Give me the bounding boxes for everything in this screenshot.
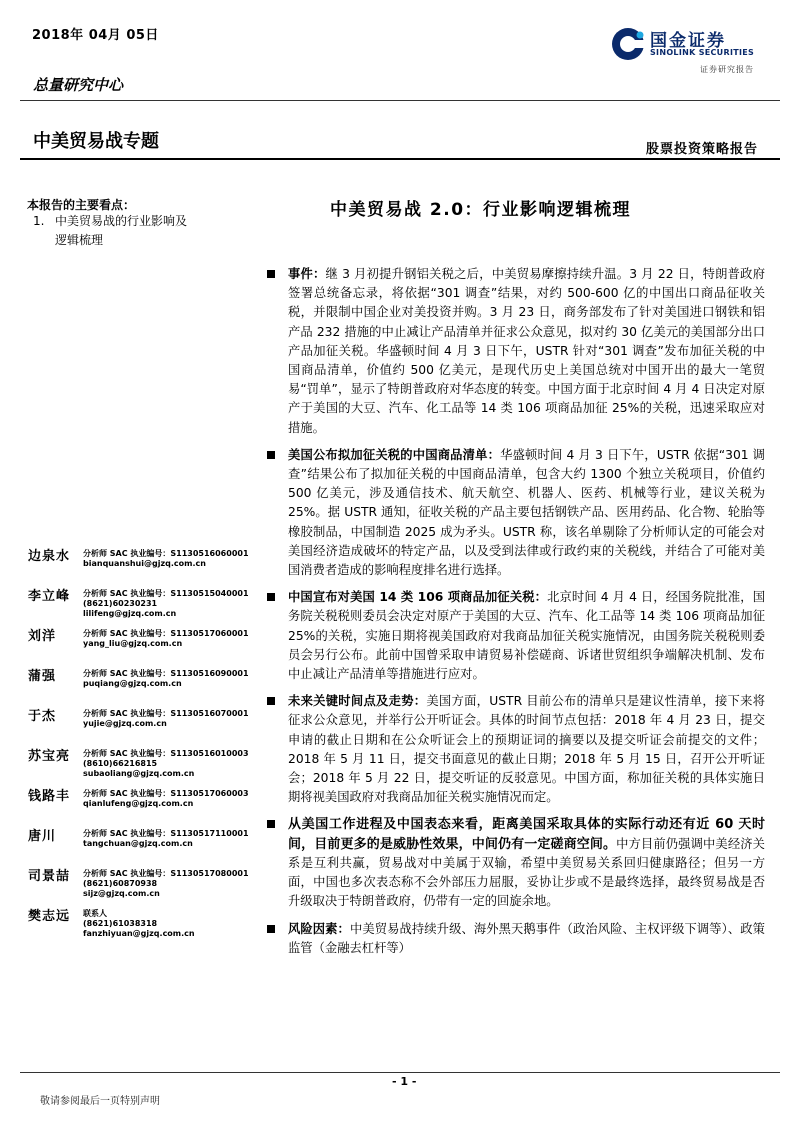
bullet-lead: 未来关键时间点及走势： bbox=[288, 694, 427, 709]
analyst-info bbox=[83, 909, 195, 939]
analyst-info bbox=[83, 629, 249, 649]
analyst-entry bbox=[28, 705, 268, 735]
disclaimer-note: 敬请参阅最后一页特别声明 bbox=[40, 1096, 160, 1107]
analyst-name: 司景喆 bbox=[28, 869, 71, 884]
bullet-square-icon bbox=[267, 451, 275, 459]
analyst-contact: (8610)66216815 bbox=[83, 759, 158, 768]
analyst-contact: (8621)61038318 bbox=[83, 919, 158, 928]
analyst-entry bbox=[28, 825, 268, 855]
bullet-square-icon bbox=[267, 697, 275, 705]
analyst-name: 樊志远 bbox=[28, 909, 71, 924]
analyst-contact-extra[interactable]: sijz@gjzq.com.cn bbox=[83, 889, 160, 898]
report-type: 股票投资策略报告 bbox=[645, 142, 758, 157]
logo-english-name: SINOLINK SECURITIES bbox=[650, 48, 755, 57]
analyst-info bbox=[83, 709, 249, 729]
analyst-contact[interactable]: bianquanshui@gjzq.com.cn bbox=[83, 559, 206, 568]
analyst-sac: 分析师 SAC 执业编号：S1130516060001 bbox=[83, 549, 249, 558]
analyst-info bbox=[83, 829, 249, 849]
bullet-timeline bbox=[265, 692, 765, 807]
analyst-info bbox=[83, 669, 249, 689]
point-number: 1. bbox=[33, 214, 45, 228]
analyst-contact-extra[interactable]: lilifeng@gjzq.com.cn bbox=[83, 609, 177, 618]
analyst-info bbox=[83, 749, 249, 779]
bullet-lead: 美国公布拟加征关税的中国商品清单： bbox=[288, 447, 501, 462]
bullet-risk bbox=[265, 920, 765, 958]
point-text-line1: 中美贸易战的行业影响及 bbox=[55, 214, 188, 228]
bullet-body: 华盛顿时间 4 月 3 日下午，USTR 依据“301 调查”结果公布了拟加征关税的中国商品清单，包含大约 1300 个独立关税项目，价值约 500 亿美元，涉及通信技术、航天航空、机器人、医药、机械等行业，建议关税为 25%。据 USTR 通知，征收关税的产品主要包括钢铁产品、医用药品、化合物、轮胎等橡胶制品，中国制造 2025 成为矛头。USTR 称，该名单剔除了分析师认定的可能会对美国经济造成破坏的特定产品，以及受到法律或行政约束的关税线，并结合了可能对美国消费者造成的影响程度排名进行选择。 bbox=[288, 447, 765, 578]
bullet-body: 美国方面，USTR 目前公布的清单只是建议性清单，接下来将征求公众意见，并举行公开听证会。具体的时间节点包括：2018 年 4 月 23 日，提交申请的截止日期和在公众听证会上的预期证词的摘要以及提交听证会前提交的文件；2018 年 5 月 11 日，提交书面意见的截止日期；2018 年 5 月 15 日，召开公开听证会；2018 年 5 月 22 日，提交听证的反驳意见。中国方面，称加征关税的具体实施日期将视美国政府对我商品加征关税实施情况而定。 bbox=[288, 694, 765, 805]
analyst-name: 蒲强 bbox=[28, 669, 57, 684]
analyst-info bbox=[83, 869, 249, 899]
bullet-lead: 从美国工作进程及中国表态来看，距离美国采取具体的实际行动还有近 60 天时间，目前更多的是威胁性效果，中间仍有一定磋商空间。 bbox=[288, 817, 765, 852]
analyst-sac: 联系人 bbox=[83, 909, 107, 918]
page-title: 中美贸易战 2.0：行业影响逻辑梳理 bbox=[330, 200, 632, 220]
main-content bbox=[265, 265, 765, 966]
analyst-entry bbox=[28, 905, 268, 938]
analyst-entry bbox=[28, 745, 268, 778]
bullet-lead: 事件： bbox=[288, 267, 326, 281]
analyst-sac: 分析师 SAC 执业编号：S1130517060001 bbox=[83, 629, 249, 638]
header-divider bbox=[20, 100, 780, 101]
bullet-body: 继 3 月初提升钢铝关税之后，中美贸易摩擦持续升温。3 月 22 日，特朗普政府签署总统备忘录，将依据“301 调查”结果，对约 500-600 亿的中国出口商品征收关税，并限制中国企业对美投资并购。3 月 23 日，商务部发布了针对美国进口钢铁和铝产品 232 措施的中止减让产品清单并征求公众意见，拟对约 30 亿美元的美国部分出口产品加征关税。华盛顿时间 4 月 3 日下午，USTR 针对“301 调查”发布加征关税的中国商品清单，价值约 500 亿美元，是现代历史上美国总统对中国开出的最大一笔贸易“罚单”，显示了特朗普政府对华态度的转变。中国方面于北京时间 4 月 4 日决定对原产于美国的大豆、汽车、化工品等 14 类 106 项商品加征 25%的关税，迅速采取应对措施。 bbox=[288, 267, 765, 435]
analyst-sac: 分析师 SAC 执业编号：S1130516090001 bbox=[83, 669, 249, 678]
analyst-contact: (8621)60230231 bbox=[83, 599, 158, 608]
header-rule bbox=[20, 158, 780, 160]
department: 总量研究中心 bbox=[33, 76, 124, 94]
sidebar-point bbox=[33, 212, 233, 250]
bullet-lead: 风险因素： bbox=[288, 921, 350, 936]
analyst-sac: 分析师 SAC 执业编号：S1130516010003 bbox=[83, 749, 249, 758]
analyst-sac: 分析师 SAC 执业编号：S1130517110001 bbox=[83, 829, 249, 838]
sidebar-title: 本报告的主要看点： bbox=[27, 198, 136, 212]
logo-chinese-name: 国金证券 bbox=[650, 31, 726, 51]
analyst-contact[interactable]: qianlufeng@gjzq.com.cn bbox=[83, 799, 194, 808]
analyst-info bbox=[83, 549, 249, 569]
analyst-contact[interactable]: puqiang@gjzq.com.cn bbox=[83, 679, 182, 688]
analyst-name: 李立峰 bbox=[28, 589, 71, 604]
point-text-line2: 逻辑梳理 bbox=[55, 233, 104, 247]
analyst-contact[interactable]: yujie@gjzq.com.cn bbox=[83, 719, 167, 728]
report-date: 2018年 04月 05日 bbox=[32, 28, 159, 43]
bullet-square-icon bbox=[267, 270, 275, 278]
analyst-contact[interactable]: tangchuan@gjzq.com.cn bbox=[83, 839, 193, 848]
analyst-list bbox=[28, 545, 268, 945]
analyst-sac: 分析师 SAC 执业编号：S1130516070001 bbox=[83, 709, 249, 718]
analyst-contact-extra[interactable]: fanzhiyuan@gjzq.com.cn bbox=[83, 929, 195, 938]
analyst-info bbox=[83, 789, 249, 809]
footer-divider bbox=[20, 1072, 780, 1073]
bullet-lead: 中国宣布对美国 14 类 106 项商品加征关税： bbox=[288, 590, 548, 605]
bullet-body: 北京时间 4 月 4 日，经国务院批准，国务院关税税则委员会决定对原产于美国的大豆、汽车、化工品等 14 类 106 项商品加征 25%的关税，实施日期将视美国政府对我商品加征关税实施情况，由国务院关税税则委员会另行公布。此前中国曾采取申请贸易补偿磋商、诉诸世贸组织争端解决机制、发布中止减让产品清单等措施进行应对。 bbox=[288, 590, 765, 682]
sinolink-logo-icon bbox=[610, 26, 646, 62]
analyst-sac: 分析师 SAC 执业编号：S1130515040001 bbox=[83, 589, 249, 598]
analyst-entry bbox=[28, 865, 268, 898]
analyst-contact-extra[interactable]: subaoliang@gjzq.com.cn bbox=[83, 769, 195, 778]
analyst-entry bbox=[28, 785, 268, 815]
bullet-outlook bbox=[265, 815, 765, 911]
analyst-name: 钱路丰 bbox=[28, 789, 71, 804]
analyst-name: 刘洋 bbox=[28, 629, 57, 644]
analyst-info bbox=[83, 589, 249, 619]
series-title: 中美贸易战专题 bbox=[33, 131, 159, 152]
report-label: 证券研究报告 bbox=[700, 65, 754, 74]
bullet-event bbox=[265, 265, 765, 438]
analyst-entry bbox=[28, 665, 268, 695]
analyst-name: 苏宝亮 bbox=[28, 749, 71, 764]
analyst-sac: 分析师 SAC 执业编号：S1130517080001 bbox=[83, 869, 249, 878]
bullet-china-response bbox=[265, 588, 765, 684]
bullet-square-icon bbox=[267, 925, 275, 933]
analyst-contact: (8621)60870938 bbox=[83, 879, 158, 888]
analyst-entry bbox=[28, 625, 268, 655]
bullet-square-icon bbox=[267, 593, 275, 601]
bullet-body: 中方目前仍强调中美经济关系是互利共赢，贸易战对中美属于双输，希望中美贸易关系回归健康路径；但另一方面，中国也多次表态称不会外部压力屈服，妥协让步或不是最终选择，最终贸易战是否升级取决于特朗普政府，仍带有一定的回旋余地。 bbox=[288, 836, 765, 909]
analyst-entry bbox=[28, 545, 268, 575]
bullet-body: 中美贸易战持续升级、海外黑天鹅事件（政治风险、主权评级下调等）、政策监管（金融去杠杆等） bbox=[288, 921, 765, 955]
analyst-contact[interactable]: yang_liu@gjzq.com.cn bbox=[83, 639, 183, 648]
analyst-name: 于杰 bbox=[28, 709, 57, 724]
analyst-entry bbox=[28, 585, 268, 618]
bullet-square-icon bbox=[267, 820, 275, 828]
analyst-name: 边泉水 bbox=[28, 549, 71, 564]
bullet-us-list bbox=[265, 446, 765, 580]
analyst-name: 唐川 bbox=[28, 829, 57, 844]
page-number: - 1 - bbox=[392, 1075, 417, 1088]
analyst-sac: 分析师 SAC 执业编号：S1130517060003 bbox=[83, 789, 249, 798]
